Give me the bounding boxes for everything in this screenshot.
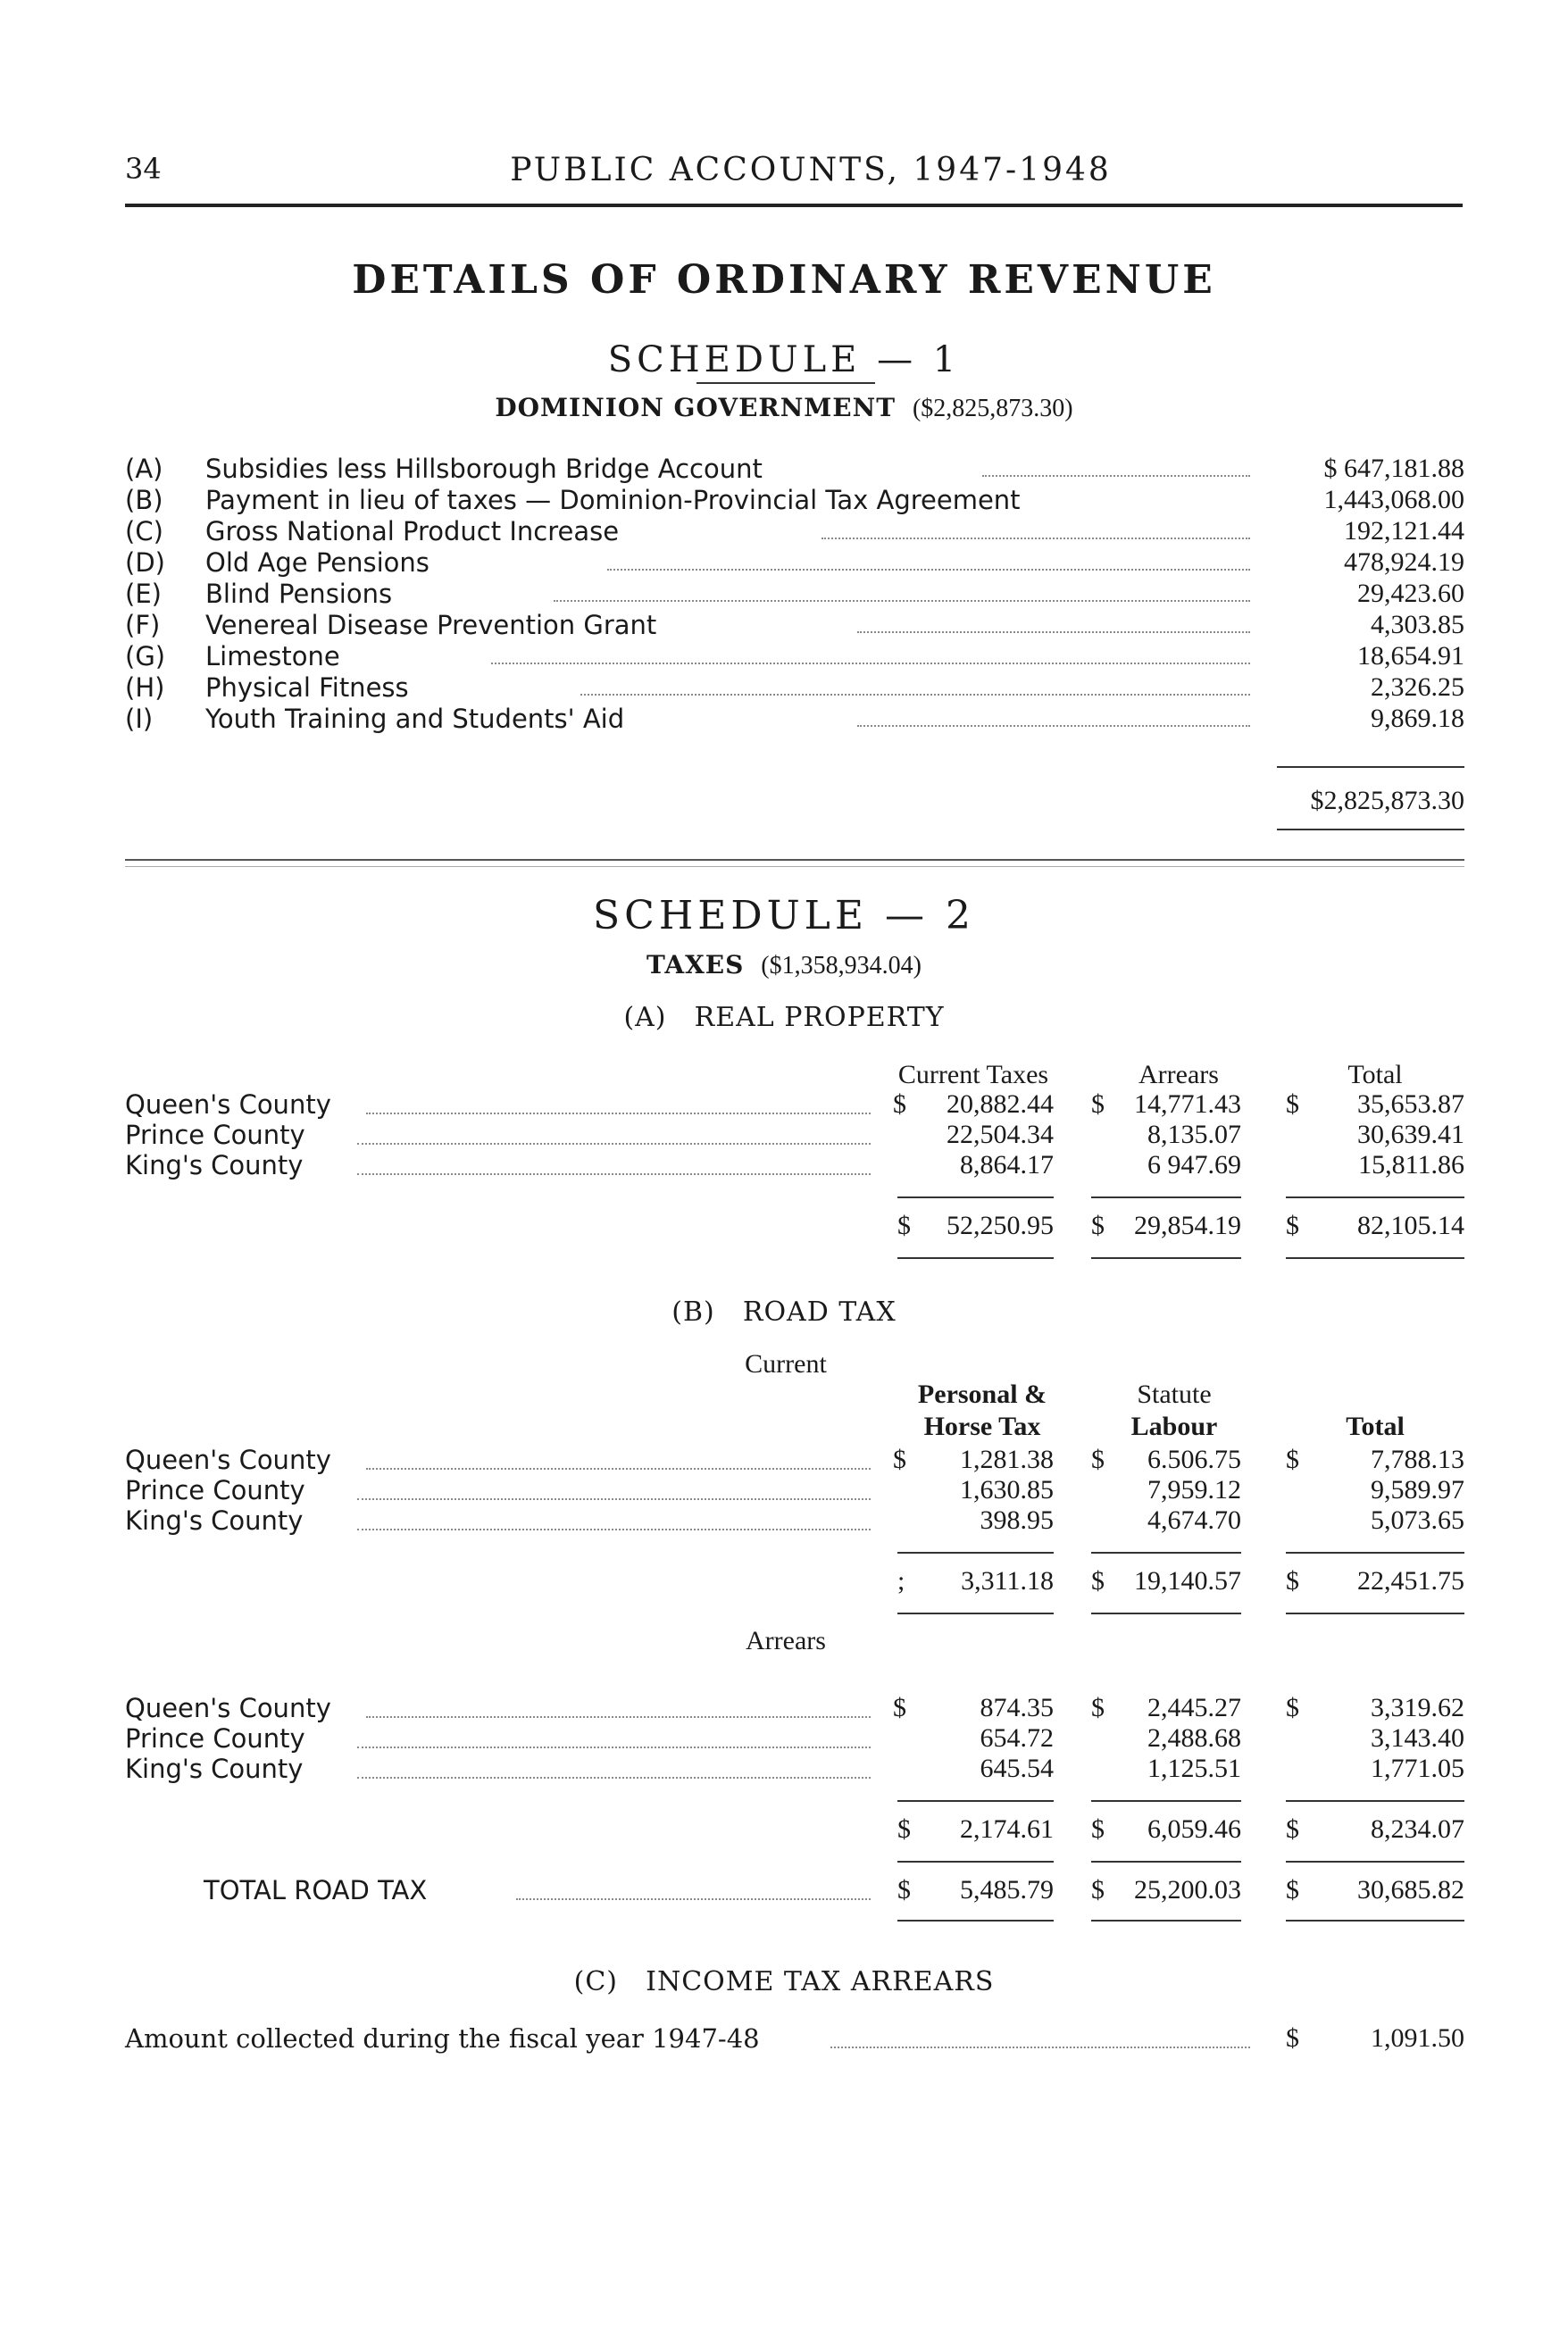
amount-col3: 3,319.62 — [1371, 1693, 1464, 1722]
county-name: King's County — [125, 1505, 304, 1536]
amount-col1: 654.72 — [980, 1723, 1054, 1753]
income-tax-title: INCOME TAX ARREARS — [646, 1966, 995, 1997]
amount-col1: 645.54 — [980, 1754, 1054, 1783]
amount-col2: 4,674.70 — [1147, 1505, 1241, 1535]
sum-rule — [1286, 1257, 1464, 1259]
amount-col3: 30,639.41 — [1357, 1120, 1464, 1149]
schedule2-subtitle-amount: ($1,358,934.04) — [761, 952, 922, 980]
income-tax-currency: $ — [1286, 2023, 1299, 2053]
item-amount: 4,303.85 — [1371, 610, 1464, 639]
road-col-personal-1: Personal & — [917, 1380, 1047, 1409]
amount-col1: 1,281.38 — [960, 1445, 1054, 1474]
sum-rule — [1091, 1613, 1241, 1614]
total-currency: $ — [897, 1814, 911, 1844]
schedule1-item — [125, 672, 1464, 703]
schedule1-item — [125, 641, 1464, 671]
amount-col3: 35,653.87 — [1357, 1089, 1464, 1119]
amount-col1: 1,630.85 — [960, 1475, 1054, 1505]
running-title: PUBLIC ACCOUNTS, 1947-1948 — [510, 152, 1112, 188]
total-col3: 8,234.07 — [1371, 1814, 1464, 1844]
schedule1-total: $2,825,873.30 — [1310, 786, 1464, 815]
total-col1: 3,311.18 — [961, 1566, 1054, 1596]
total-currency: $ — [897, 1211, 911, 1240]
amount-col1: 874.35 — [980, 1693, 1054, 1722]
county-name: King's County — [125, 1150, 304, 1180]
section-divider-thin — [125, 866, 1464, 867]
road-col-total: Total — [1346, 1412, 1405, 1441]
road-tax-title: ROAD TAX — [742, 1296, 897, 1328]
amount-col2: 2,445.27 — [1147, 1693, 1241, 1722]
currency-sign: $ — [893, 1089, 906, 1119]
total-col1: 5,485.79 — [960, 1875, 1054, 1905]
item-description: Subsidies less Hillsborough Bridge Account — [205, 454, 763, 484]
sum-rule — [1091, 1552, 1241, 1554]
amount-col2: 6.506.75 — [1147, 1445, 1241, 1474]
section-divider — [125, 859, 1464, 861]
total-col2: 19,140.57 — [1134, 1566, 1241, 1596]
income-tax-amount: 1,091.50 — [1371, 2023, 1464, 2053]
item-amount: 2,326.25 — [1371, 672, 1464, 702]
amount-col2: 8,135.07 — [1147, 1120, 1241, 1149]
total-col3: 22,451.75 — [1357, 1566, 1464, 1596]
sum-rule — [1091, 1800, 1241, 1802]
schedule1-title-rule — [696, 382, 875, 384]
county-name: Queen's County — [125, 1445, 331, 1475]
item-leader — [857, 725, 1250, 727]
total-currency: ; — [897, 1566, 905, 1596]
schedule1-item — [125, 485, 1464, 515]
item-letter: (A) — [125, 454, 163, 484]
currency-sign: $ — [893, 1693, 906, 1722]
item-leader — [491, 663, 1250, 664]
county-leader — [357, 1143, 871, 1145]
amount-col3: 9,589.97 — [1371, 1475, 1464, 1505]
sum-rule — [1286, 1196, 1464, 1198]
real-property-heading — [0, 1002, 1568, 1033]
sum-rule — [1091, 1861, 1241, 1863]
road-tax-heading — [0, 1296, 1568, 1328]
sum-rule — [897, 1861, 1054, 1863]
rp-col-current: Current Taxes — [897, 1060, 1049, 1089]
county-leader — [357, 1173, 871, 1175]
total-currency: $ — [1091, 1814, 1105, 1844]
page-number: 34 — [125, 152, 162, 186]
county-leader — [366, 1716, 871, 1718]
schedule1-item — [125, 454, 1464, 484]
item-letter: (G) — [125, 641, 166, 671]
schedule1-item — [125, 610, 1464, 640]
real-property-letter: (A) — [623, 1002, 667, 1033]
sum-rule — [1091, 1196, 1241, 1198]
schedule1-title: SCHEDULE — 1 — [607, 339, 961, 380]
item-letter: (H) — [125, 672, 165, 703]
currency-sign: $ — [1286, 1445, 1299, 1474]
total-currency: $ — [1091, 1211, 1105, 1240]
amount-col3: 7,788.13 — [1371, 1445, 1464, 1474]
sum-rule — [1286, 1800, 1464, 1802]
sum-rule — [897, 1920, 1054, 1922]
schedule1-total-rule — [1277, 829, 1464, 830]
total-col3: 82,105.14 — [1357, 1211, 1464, 1240]
header-rule — [125, 204, 1463, 207]
county-leader — [357, 1777, 871, 1779]
item-description: Physical Fitness — [205, 672, 409, 703]
schedule1-subtitle-line — [0, 393, 1568, 423]
sum-rule — [1091, 1920, 1241, 1922]
schedule1-item — [125, 516, 1464, 546]
county-leader — [357, 1529, 871, 1530]
amount-col1: 398.95 — [980, 1505, 1054, 1535]
main-title: DETAILS OF ORDINARY REVENUE — [352, 257, 1216, 303]
county-name: Prince County — [125, 1120, 305, 1150]
amount-col2: 1,125.51 — [1147, 1754, 1241, 1783]
currency-sign: $ — [1091, 1445, 1105, 1474]
item-description: Old Age Pensions — [205, 547, 430, 578]
currency-sign: $ — [1091, 1089, 1105, 1119]
county-leader — [366, 1468, 871, 1470]
sum-rule — [897, 1552, 1054, 1554]
item-amount: $ 647,181.88 — [1323, 454, 1464, 483]
amount-col3: 5,073.65 — [1371, 1505, 1464, 1535]
item-description: Blind Pensions — [205, 579, 393, 609]
income-tax-line: Amount collected during the fiscal year 1947-48 — [125, 2023, 760, 2054]
item-leader — [857, 631, 1250, 633]
sum-rule — [1286, 1552, 1464, 1554]
real-property-title: REAL PROPERTY — [694, 1002, 945, 1033]
income-tax-letter: (C) — [573, 1966, 618, 1997]
item-leader — [580, 694, 1250, 696]
item-leader — [607, 569, 1250, 571]
sum-rule — [897, 1613, 1054, 1614]
road-tax-letter: (B) — [671, 1296, 715, 1328]
amount-col1: 22,504.34 — [947, 1120, 1054, 1149]
item-leader — [822, 538, 1250, 539]
rp-col-arrears: Arrears — [1138, 1060, 1219, 1089]
item-amount: 18,654.91 — [1357, 641, 1464, 671]
income-tax-heading — [0, 1966, 1568, 1997]
item-letter: (B) — [125, 485, 163, 515]
schedule2-title: SCHEDULE — 2 — [593, 893, 975, 938]
county-leader — [366, 1113, 871, 1114]
county-leader — [357, 1498, 871, 1500]
total-currency: $ — [1286, 1875, 1299, 1905]
item-amount: 9,869.18 — [1371, 704, 1464, 733]
income-tax-leader — [830, 2047, 1250, 2048]
sum-rule — [1091, 1257, 1241, 1259]
amount-col2: 14,771.43 — [1134, 1089, 1241, 1119]
total-col2: 25,200.03 — [1134, 1875, 1241, 1905]
county-leader — [357, 1747, 871, 1748]
sum-rule — [1286, 1920, 1464, 1922]
county-name: King's County — [125, 1754, 304, 1784]
amount-col3: 3,143.40 — [1371, 1723, 1464, 1753]
schedule1-sum-rule — [1277, 766, 1464, 768]
item-amount: 29,423.60 — [1357, 579, 1464, 608]
schedule2-subtitle-line — [0, 950, 1568, 980]
road-current-label: Current — [745, 1349, 827, 1379]
rp-col-total: Total — [1347, 1060, 1403, 1089]
total-col2: 6,059.46 — [1147, 1814, 1241, 1844]
road-col-statute-1: Statute — [1137, 1380, 1212, 1409]
schedule1-subtitle: DOMINION GOVERNMENT — [495, 393, 897, 422]
currency-sign: $ — [1286, 1693, 1299, 1722]
item-description: Youth Training and Students' Aid — [205, 704, 625, 734]
currency-sign: $ — [893, 1445, 906, 1474]
total-col2: 29,854.19 — [1134, 1211, 1241, 1240]
schedule1-item — [125, 579, 1464, 609]
total-col3: 30,685.82 — [1357, 1875, 1464, 1905]
county-name: Queen's County — [125, 1089, 331, 1120]
amount-col3: 1,771.05 — [1371, 1754, 1464, 1783]
total-col1: 52,250.95 — [947, 1211, 1054, 1240]
schedule2-subtitle: TAXES — [646, 950, 745, 980]
item-description: Gross National Product Increase — [205, 516, 620, 546]
road-col-personal-2: Horse Tax — [923, 1412, 1041, 1441]
total-road-tax-leader — [516, 1898, 871, 1900]
amount-col3: 15,811.86 — [1358, 1150, 1464, 1180]
item-description: Limestone — [205, 641, 340, 671]
amount-col2: 6 947.69 — [1147, 1150, 1241, 1180]
total-currency: $ — [897, 1875, 911, 1905]
sum-rule — [897, 1196, 1054, 1198]
total-currency: $ — [1286, 1566, 1299, 1596]
county-name: Prince County — [125, 1475, 305, 1505]
amount-col2: 7,959.12 — [1147, 1475, 1241, 1505]
item-amount: 478,924.19 — [1344, 547, 1464, 577]
item-letter: (C) — [125, 516, 163, 546]
sum-rule — [1286, 1613, 1464, 1614]
item-description: Venereal Disease Prevention Grant — [205, 610, 657, 640]
item-letter: (D) — [125, 547, 165, 578]
schedule1-item — [125, 547, 1464, 578]
road-arrears-label: Arrears — [746, 1626, 826, 1655]
schedule1-subtitle-amount: ($2,825,873.30) — [912, 395, 1073, 422]
item-amount: 192,121.44 — [1344, 516, 1464, 546]
item-letter: (F) — [125, 610, 161, 640]
total-col1: 2,174.61 — [960, 1814, 1054, 1844]
schedule1-item — [125, 704, 1464, 734]
sum-rule — [897, 1800, 1054, 1802]
total-road-tax-label: TOTAL ROAD TAX — [204, 1875, 428, 1905]
total-currency: $ — [1091, 1875, 1105, 1905]
amount-col1: 8,864.17 — [960, 1150, 1054, 1180]
county-name: Queen's County — [125, 1693, 331, 1723]
county-name: Prince County — [125, 1723, 305, 1754]
sum-rule — [1286, 1861, 1464, 1863]
item-amount: 1,443,068.00 — [1323, 485, 1464, 514]
road-col-statute-2: Labour — [1130, 1412, 1218, 1441]
total-currency: $ — [1091, 1566, 1105, 1596]
total-currency: $ — [1286, 1211, 1299, 1240]
item-leader — [982, 475, 1250, 477]
currency-sign: $ — [1286, 1089, 1299, 1119]
item-letter: (E) — [125, 579, 162, 609]
item-leader — [554, 600, 1250, 602]
item-letter: (I) — [125, 704, 154, 734]
currency-sign: $ — [1091, 1693, 1105, 1722]
total-currency: $ — [1286, 1814, 1299, 1844]
item-description: Payment in lieu of taxes — Dominion-Provincial Tax Agreement — [205, 485, 1021, 515]
sum-rule — [897, 1257, 1054, 1259]
amount-col1: 20,882.44 — [947, 1089, 1054, 1119]
amount-col2: 2,488.68 — [1147, 1723, 1241, 1753]
